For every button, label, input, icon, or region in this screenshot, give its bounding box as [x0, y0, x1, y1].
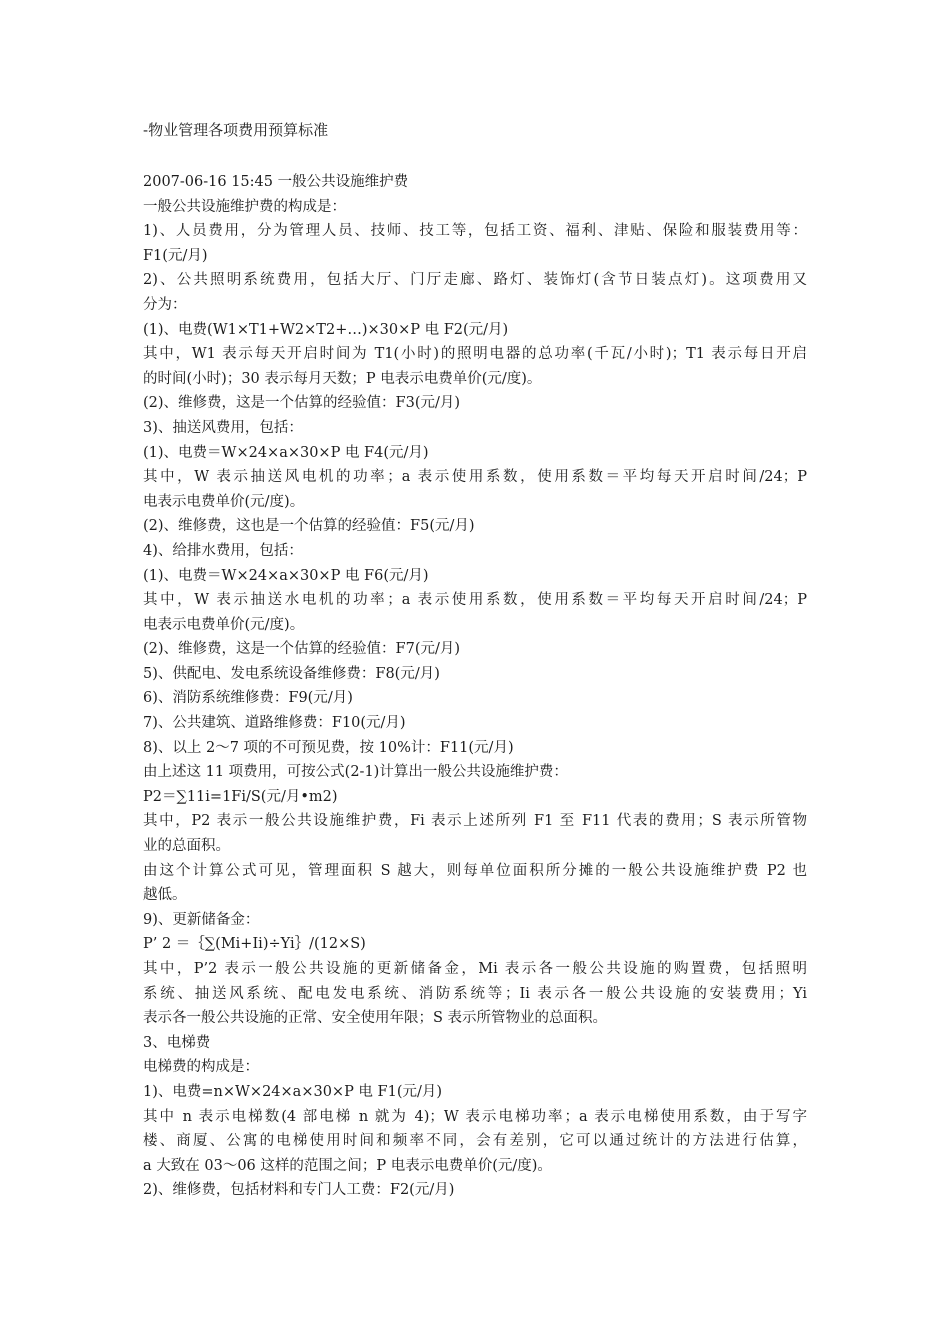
text-line: 8)、以上 2～7 项的不可预见费，按 10%计：F11(元/月): [143, 739, 514, 756]
text-line: 其中，W 表示抽送风电机的功率；a 表示使用系数，使用系数＝平均每天开启时间/24；P: [143, 469, 807, 486]
text-line: 系统、抽送风系统、配电发电系统、消防系统等；Ii 表示各一般公共设施的安装费用；Yi: [143, 985, 807, 1002]
text-line: (1)、电费(W1×T1+W2×T2+…)×30×P 电 F2(元/月): [143, 321, 509, 338]
section-heading: 3、电梯费: [143, 1034, 211, 1051]
text-line: 7)、公共建筑、道路维修费：F10(元/月): [143, 715, 406, 732]
text-line: 由这个计算公式可见，管理面积 S 越大，则每单位面积所分摊的一般公共设施维护费 P2 也: [143, 862, 807, 879]
text-line: 电表示电费单价(元/度)。: [143, 616, 305, 633]
text-line: 电梯费的构成是：: [143, 1059, 259, 1076]
text-line: (2)、维修费，这是一个估算的经验值：F7(元/月): [143, 641, 461, 658]
text-line: 越低。: [143, 887, 187, 904]
text-line: F1(元/月): [143, 247, 208, 264]
text-line: (1)、电费＝W×24×a×30×P 电 F4(元/月): [143, 444, 429, 461]
document-title: -物业管理各项费用预算标准: [143, 121, 329, 139]
text-line: 其中，P’2 表示一般公共设施的更新储备金，Mi 表示各一般公共设施的购置费，包括照明: [143, 961, 807, 977]
text-line: a 大致在 03～06 这样的范围之间；P 电表示电费单价(元/度)。: [143, 1157, 552, 1174]
text-line: (2)、维修费，这是一个估算的经验值：F3(元/月): [143, 395, 461, 412]
text-line: 的时间(小时)；30 表示每月天数；P 电表示电费单价(元/度)。: [143, 370, 542, 387]
text-line: 2)、维修费，包括材料和专门人工费：F2(元/月): [143, 1182, 455, 1199]
text-line: 业的总面积。: [143, 838, 230, 855]
formula-line: P2＝∑11i=1Fi/S(元/月•m2): [143, 788, 338, 805]
text-line: 1)、电费=n×W×24×a×30×P 电 F1(元/月): [143, 1083, 443, 1100]
formula-line: P’ 2 ＝｛∑(Mi+Ii)÷Yi｝/(12×S): [143, 936, 366, 953]
text-line: 2)、公共照明系统费用，包括大厅、门厅走廊、路灯、装饰灯(含节日装点灯)。这项费用又: [143, 272, 807, 289]
text-line: 3)、抽送风费用，包括：: [143, 419, 303, 436]
text-line: 其中，P2 表示一般公共设施维护费，Fi 表示上述所列 F1 至 F11 代表的费用；S 表示所管物: [143, 813, 807, 830]
text-line: 5)、供配电、发电系统设备维修费：F8(元/月): [143, 665, 440, 682]
text-line: 6)、消防系统维修费：F9(元/月): [143, 690, 353, 707]
text-line: 表示各一般公共设施的正常、安全使用年限；S 表示所管物业的总面积。: [143, 1010, 608, 1027]
text-line: 分为：: [143, 296, 187, 313]
text-line: 其中，W1 表示每天开启时间为 T1(小时)的照明电器的总功率(千瓦/小时)；T1 表示每日开启: [143, 346, 807, 363]
text-line: (2)、维修费，这也是一个估算的经验值：F5(元/月): [143, 518, 475, 535]
text-line: 4)、给排水费用，包括：: [143, 542, 303, 559]
text-line: 1)、人员费用，分为管理人员、技师、技工等，包括工资、福利、津贴、保险和服装费用等：: [143, 223, 807, 240]
text-line: 9)、更新储备金：: [143, 911, 260, 928]
text-line: 其中，W 表示抽送水电机的功率；a 表示使用系数，使用系数＝平均每天开启时间/24；P: [143, 592, 807, 609]
document-body: [143, 170, 807, 1203]
text-line: 2007-06-16 15:45 一般公共设施维护费: [143, 174, 409, 190]
text-line: 一般公共设施维护费的构成是：: [143, 198, 346, 215]
text-line: 电表示电费单价(元/度)。: [143, 493, 305, 510]
text-line: (1)、电费＝W×24×a×30×P 电 F6(元/月): [143, 567, 429, 584]
text-line: 由上述这 11 项费用，可按公式(2-1)计算出一般公共设施维护费：: [143, 764, 568, 781]
text-line: 其中 n 表示电梯数(4 部电梯 n 就为 4)；W 表示电梯功率；a 表示电梯使用系数，由于写字: [143, 1108, 807, 1125]
text-line: 楼、商厦、公寓的电梯使用时间和频率不同，会有差别，它可以通过统计的方法进行估算，: [143, 1133, 807, 1150]
